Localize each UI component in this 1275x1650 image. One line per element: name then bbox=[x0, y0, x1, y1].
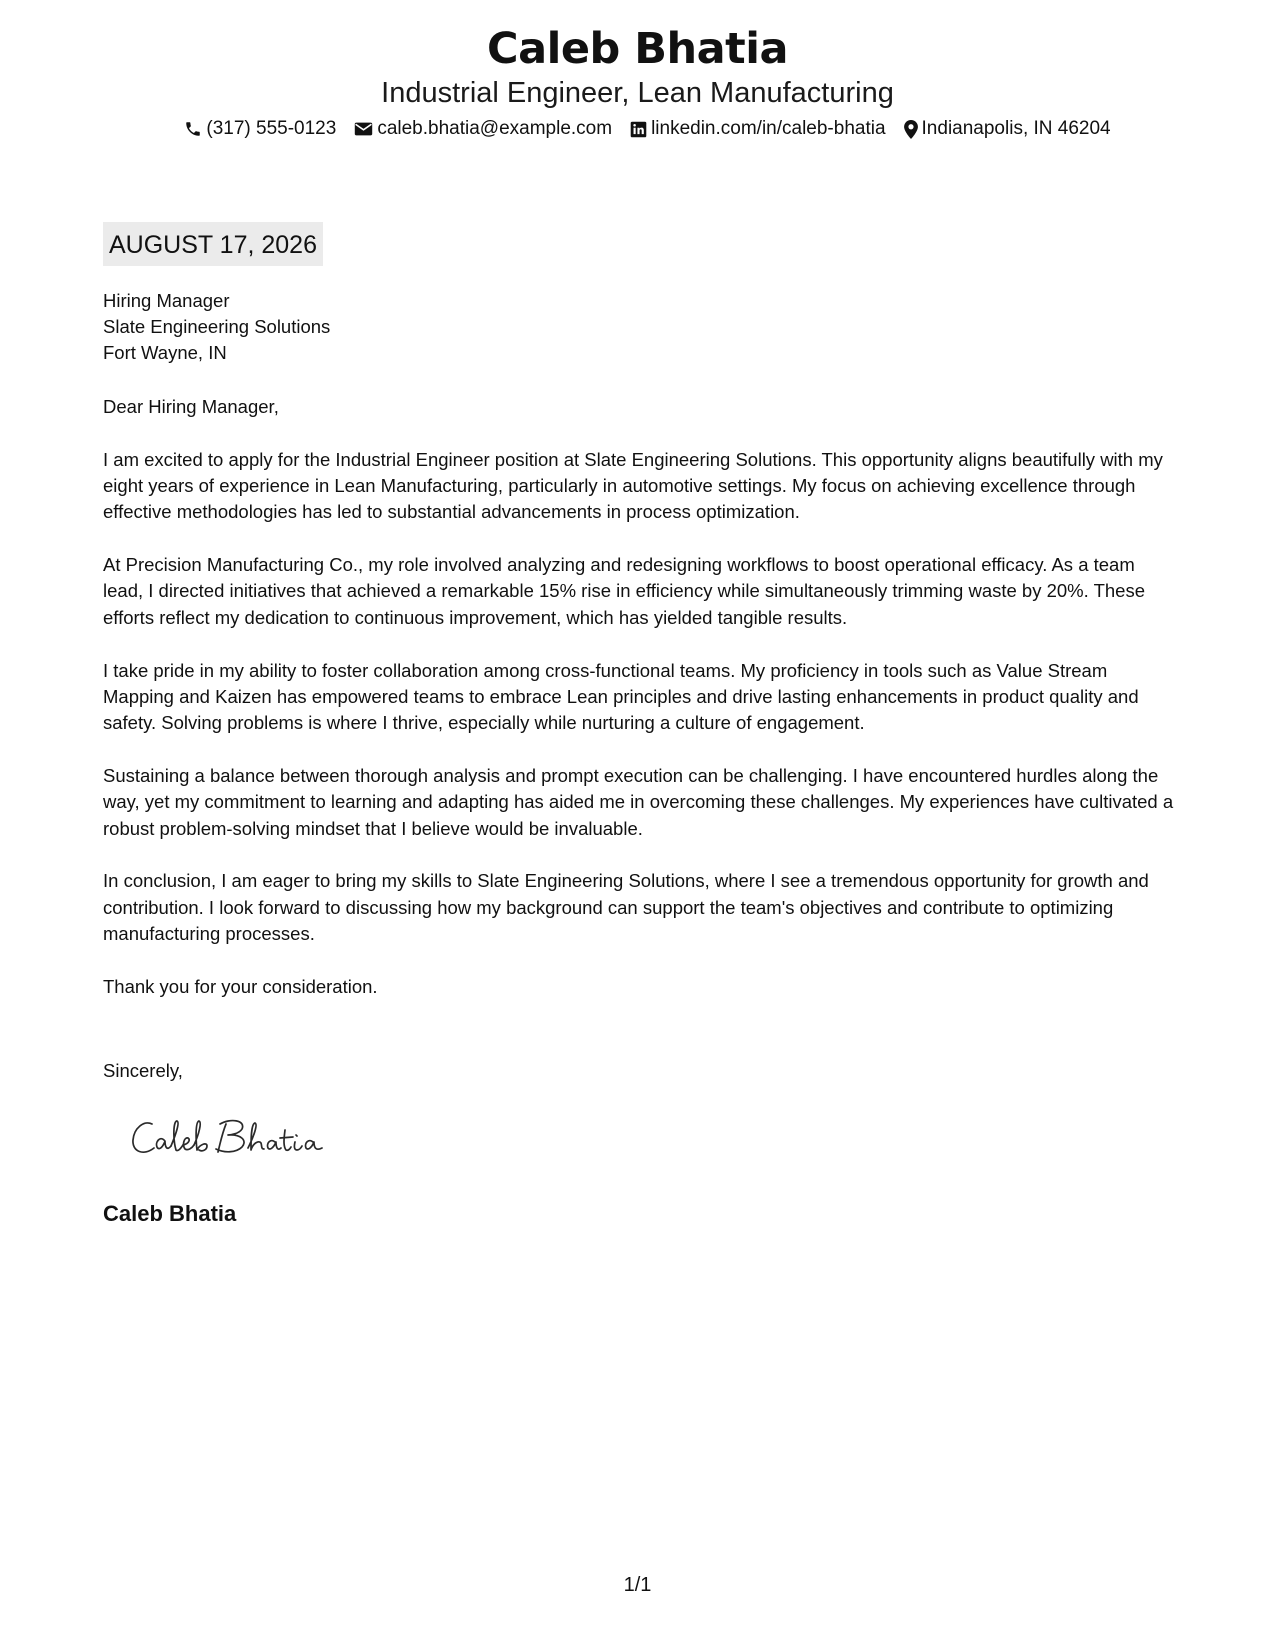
body-paragraph: Sustaining a balance between thorough analysis and prompt execution can be challenging. I have encountered hurdles along the way, yet my commitment to learning and adapting has aided me in overcoming these challenges. My experiences have cultivated a robust problem-solving mindset that I believe would be invaluable. bbox=[103, 764, 1174, 839]
applicant-title: Industrial Engineer, Lean Manufacturing bbox=[381, 77, 894, 109]
page-number: 1/1 bbox=[623, 1574, 652, 1596]
recipient-block bbox=[103, 288, 330, 366]
body-paragraph: At Precision Manufacturing Co., my role involved analyzing and redesigning workflows to boost operational efficacy. As a team lead, I directed initiatives that achieved a remarkable 15% rise in efficiency while simultaneously trimming waste by 20%. These efforts reflect my dedication to continuous improvement, which has yielded tangible results. bbox=[103, 554, 1145, 628]
phone-icon bbox=[184, 120, 202, 138]
body-paragraph: In conclusion, I am eager to bring my skills to Slate Engineering Solutions, where I see a tremendous opportunity for growth and contribution. I look forward to discussing how my background can support the team's objectives and contribute to optimizing manufacturing processes. bbox=[103, 870, 1149, 944]
linkedin-icon bbox=[630, 121, 647, 138]
recipient-line: Hiring Manager bbox=[103, 290, 230, 311]
body-paragraph: I take pride in my ability to foster collaboration among cross-functional teams. My proficiency in tools such as Value Stream Mapping and Kaizen has empowered teams to embrace Lean principles and drive lasting enhancements in product quality and safety. Solving problems is where I thrive, especially while nurturing a culture of engagement. bbox=[103, 659, 1139, 734]
handwritten-signature bbox=[130, 1112, 340, 1164]
recipient-line: Slate Engineering Solutions bbox=[103, 316, 331, 337]
body-paragraph: Thank you for your consideration. bbox=[103, 975, 378, 997]
linkedin-text[interactable]: linkedin.com/in/caleb-bhatia bbox=[651, 118, 886, 139]
map-marker-icon bbox=[904, 120, 918, 139]
email-text[interactable]: caleb.bhatia@example.com bbox=[377, 118, 613, 139]
signer-name: Caleb Bhatia bbox=[103, 1201, 237, 1226]
letter-date: AUGUST 17, 2026 bbox=[103, 222, 323, 266]
applicant-name: Caleb Bhatia bbox=[487, 24, 788, 74]
contact-email[interactable] bbox=[354, 116, 612, 142]
contact-linkedin[interactable] bbox=[630, 116, 885, 142]
letter-body bbox=[103, 394, 1178, 1027]
phone-text: (317) 555-0123 bbox=[206, 118, 337, 139]
location-text: Indianapolis, IN 46204 bbox=[921, 118, 1111, 139]
body-paragraph: I am excited to apply for the Industrial Engineer position at Slate Engineering Solutions. This opportunity aligns beautifully with my eight years of experience in Lean Manufacturing, particularly in automotive settings. My focus on achieving excellence through effective methodologies has led to substantial advancements in process optimization. bbox=[103, 448, 1163, 523]
contact-phone bbox=[184, 116, 336, 142]
contact-location bbox=[904, 116, 1111, 142]
closing: Sincerely, bbox=[103, 1060, 183, 1081]
recipient-line: Fort Wayne, IN bbox=[103, 342, 227, 363]
letter-header bbox=[0, 22, 1275, 142]
salutation: Dear Hiring Manager, bbox=[103, 396, 279, 417]
envelope-icon bbox=[354, 121, 373, 137]
contact-bar bbox=[0, 116, 1275, 142]
